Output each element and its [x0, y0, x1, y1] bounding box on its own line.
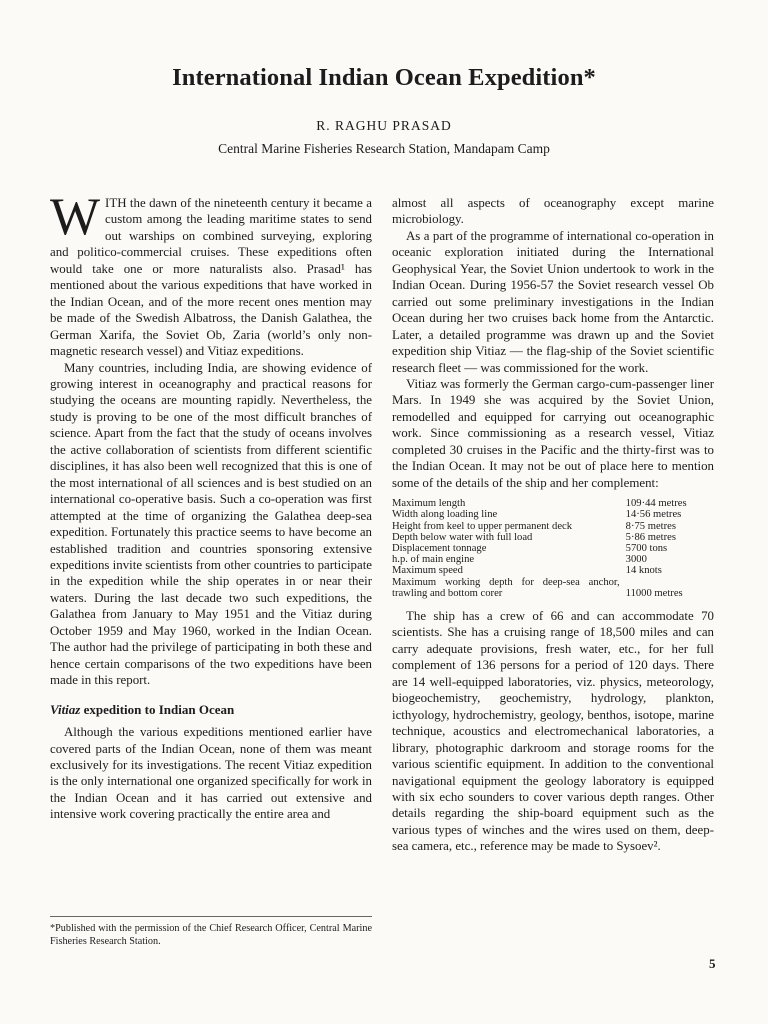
spec-row	[392, 498, 714, 509]
spec-row	[392, 521, 714, 532]
body-paragraph: The ship has a crew of 66 and can accommodate 70 scientists. She has a cruising range of 18,500 miles and can carry adequate provisions, fresh water, etc., for her full complement of 136 persons for a period of 120 days. There are 14 well-equipped laboratories, viz. physics, meteorology, biogeochemistry, geochemistry, hydrology, plankton, icthyology, hydrochemistry, geology, benthos, isotope, marine technique, acoustics and electromechanical laboratories, a library, photographic darkroom and storage rooms for the various scientific equipment. In addition to the conventional navigational equipment the geology laboratory is equipped with six echo sounders to cover various depth ranges. Other details regarding the ship-board equipment such as the various types of winches and the wires used on them, deep-sea camera, etc., reference may be made to Sysoev².	[392, 608, 714, 854]
body-paragraph: As a part of the programme of international co-operation in oceanic exploration initiated during the International Geophysical Year, the Soviet Union undertook to work in the Indian Ocean. During 1956-57 the Soviet research vessel Ob carried out some preliminary investigations in the Indian Ocean during her two cruises back home from the Antarctic. Later, a detailed programme was drawn up and the Soviet expedition ship Vitiaz — the flag-ship of the Soviet scientific research fleet — was commissioned for the work.	[392, 228, 714, 375]
right-column	[392, 195, 714, 855]
spec-value: 3000	[625, 554, 647, 566]
page-title: International Indian Ocean Expedition*	[172, 64, 596, 91]
section-heading-text: expedition to Indian Ocean	[80, 701, 235, 717]
spec-value: 109·44 metres	[625, 498, 687, 510]
author-name: R. RAGHU PRASAD	[316, 118, 452, 133]
spec-value: 14·56 metres	[625, 509, 682, 521]
spec-label: Maximum speed	[392, 565, 463, 577]
page-number: 5	[709, 956, 716, 971]
body-paragraph: Although the various expeditions mentioned earlier have covered parts of the Indian Ocean, none of them was meant exclusively for its investigations. The recent Vitiaz expedition is the only international one organized specifically for work in the Indian Ocean and it has carried out extensive and intensive work covering practically the entire area and	[50, 725, 372, 822]
left-column	[50, 188, 372, 823]
spec-value: 5700 tons	[625, 542, 668, 554]
spec-value: 8·75 metres	[625, 520, 676, 532]
spec-label: Depth below water with full load	[392, 531, 533, 543]
spec-value: 11000 metres	[625, 587, 683, 599]
spec-value: 5·86 metres	[625, 531, 676, 543]
ship-specs-table	[392, 498, 714, 599]
intro-text: ITH the dawn of the nineteenth century it became a custom among the leading maritime states to send out warships on combined surveying, exploring and politico-commercial cruises. These expeditions often would take one or more naturalists also. Prasad¹ has mentioned about the various expeditions that have worked in the Indian Ocean, and of the more recent ones mention may be made of the Swedish Albatross, the Danish Galathea, the German Xarifa, the Soviet Ob, Zaria (world’s only non-magnetic research vessel) and Vitiaz expeditions.	[50, 196, 372, 359]
footnote	[50, 916, 372, 948]
spec-label: Displacement tonnage	[392, 542, 487, 554]
spec-label: Height from keel to upper permanent deck	[392, 520, 573, 532]
spec-row	[392, 554, 714, 565]
spec-row	[392, 577, 714, 599]
footnote-text: *Published with the permission of the Chief Research Officer, Central Marine Fisheries Research Station.	[50, 923, 372, 947]
spec-value: 14 knots	[625, 565, 662, 577]
spec-row	[392, 509, 714, 520]
spec-row	[392, 532, 714, 543]
section-heading-ship: Vitiaz	[50, 701, 81, 717]
spec-row	[392, 565, 714, 576]
drop-cap: W	[50, 188, 101, 246]
spec-label: Maximum length	[392, 498, 466, 510]
body-paragraph: almost all aspects of oceanography except marine microbiology.	[392, 196, 714, 227]
spec-row	[392, 543, 714, 554]
section-heading	[50, 702, 372, 718]
body-paragraph: Many countries, including India, are showing evidence of growing interest in oceanography and practical reasons for studying the oceans are mounting rapidly. Nevertheless, the study is proving to be one of the most difficult branches of science. Apart from the fact that the study of oceans involves the active collaboration of scientists from different scientific disciplines, it has also been well recognized that this is one of the most international of all sciences and is best studied on an international co-operative basis. Such a co-operation was first attempted at the time of organizing the Galathea deep-sea expedition. Fortunately this practice seems to have become an established tradition and countries sponsoring extensive expeditions invite scientists from other countries to participate in the expedition while the ship operates in or near their waters. During the last decade two such expeditions, the Galathea from January to May 1951 and the Vitiaz during October 1959 and May 1960, worked in the Indian Ocean. The author had the privilege of participating in both these and hence certain comparisons of the two expeditions have been made in this report.	[50, 360, 372, 688]
intro-paragraph	[50, 188, 372, 360]
author-affiliation: Central Marine Fisheries Research Station, Mandapam Camp	[218, 141, 550, 156]
spec-label: Maximum working depth for deep-sea anchor, trawling and bottom corer	[392, 576, 620, 599]
spec-label: Width along loading line	[392, 509, 498, 521]
body-paragraph: Vitiaz was formerly the German cargo-cum-passenger liner Mars. In 1949 she was acquired by the Soviet Union, remodelled and equipped for carrying out oceanographic work. Since commissioning as a research vessel, Vitiaz completed 30 cruises in the Pacific and the thirty-first was to the Indian Ocean. It may not be out of place here to mention some of the details of the ship and her complement:	[392, 376, 714, 490]
spec-label: h.p. of main engine	[392, 554, 475, 566]
